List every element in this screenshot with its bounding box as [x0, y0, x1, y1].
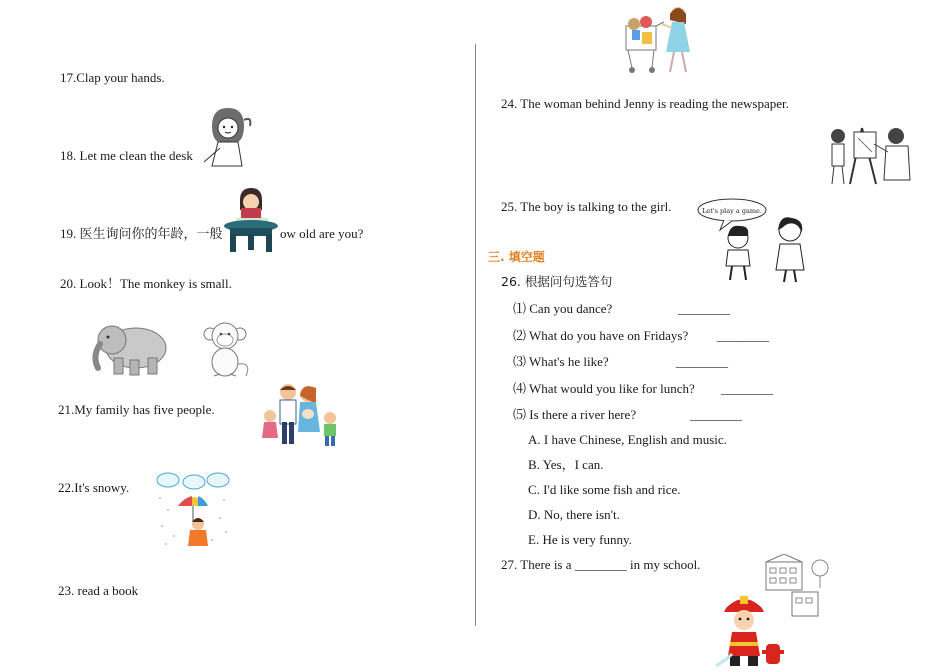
- question-19-prefix: 19. 医生询问你的年龄，一般: [60, 226, 223, 241]
- q26-item-num: ⑸: [513, 407, 527, 422]
- elephant-icon: [90, 318, 170, 378]
- firefighter-icon: [716, 590, 788, 670]
- q26-item-num: ⑵: [513, 328, 527, 343]
- option-a: A. I have Chinese, English and music.: [528, 432, 727, 447]
- q26-item-1: [513, 301, 612, 317]
- q26-item-text: Is there a river here?: [529, 407, 637, 422]
- answer-blank[interactable]: ________: [721, 381, 773, 396]
- q26-item-num: ⑴: [513, 301, 527, 316]
- painter-icon: [826, 124, 914, 186]
- question-18: 18. Let me clean the desk: [60, 148, 193, 163]
- q26-item-text: What would you like for lunch?: [529, 381, 695, 396]
- girl-icon: [198, 104, 254, 168]
- answer-blank[interactable]: ________: [678, 301, 730, 316]
- question-21: 21.My family has five people.: [58, 402, 215, 417]
- speech-bubble-text: Let's play a game.: [702, 207, 762, 215]
- question-20: 20. Look！The monkey is small.: [60, 276, 232, 291]
- question-27: 27. There is a ________ in my school.: [501, 557, 701, 572]
- monkey-icon: [198, 318, 254, 380]
- column-divider: [475, 44, 476, 626]
- option-d: D. No, there isn't.: [528, 507, 620, 522]
- answer-blank[interactable]: ________: [690, 407, 742, 422]
- q26-item-2: [513, 328, 688, 344]
- q26-item-text: What do you have on Fridays?: [529, 328, 689, 343]
- shopping-cart-woman-icon: [624, 4, 696, 74]
- family-icon: [258, 382, 344, 448]
- section-title: 三. 填空题: [488, 250, 545, 264]
- q26-item-3: [513, 354, 609, 370]
- q26-item-num: ⑶: [513, 354, 527, 369]
- question-22: 22.It's snowy.: [58, 480, 130, 495]
- question-17: 17.Clap your hands.: [60, 70, 165, 85]
- answer-blank[interactable]: ________: [717, 328, 769, 343]
- q26-item-text: What's he like?: [529, 354, 609, 369]
- umbrella-snow-icon: [154, 470, 234, 550]
- question-19-suffix: ow old are you?: [280, 226, 364, 241]
- question-24: 24. The woman behind Jenny is reading the newspaper.: [501, 96, 789, 111]
- kid-at-desk-icon: [222, 186, 280, 254]
- option-e: E. He is very funny.: [528, 532, 632, 547]
- question-26-title: 26. 根据问句选答句: [501, 274, 613, 289]
- question-25: 25. The boy is talking to the girl.: [501, 199, 672, 214]
- question-23: 23. read a book: [58, 583, 139, 598]
- option-c: C. I'd like some fish and rice.: [528, 482, 681, 497]
- q26-item-text: Can you dance?: [529, 301, 613, 316]
- q26-item-num: ⑷: [513, 381, 527, 396]
- q26-item-4: [513, 381, 695, 397]
- answer-blank[interactable]: ________: [676, 354, 728, 369]
- q26-item-5: [513, 407, 636, 423]
- option-b: B. Yes，I can.: [528, 457, 604, 472]
- question-19: [60, 226, 223, 242]
- talking-kids-icon: [694, 196, 810, 286]
